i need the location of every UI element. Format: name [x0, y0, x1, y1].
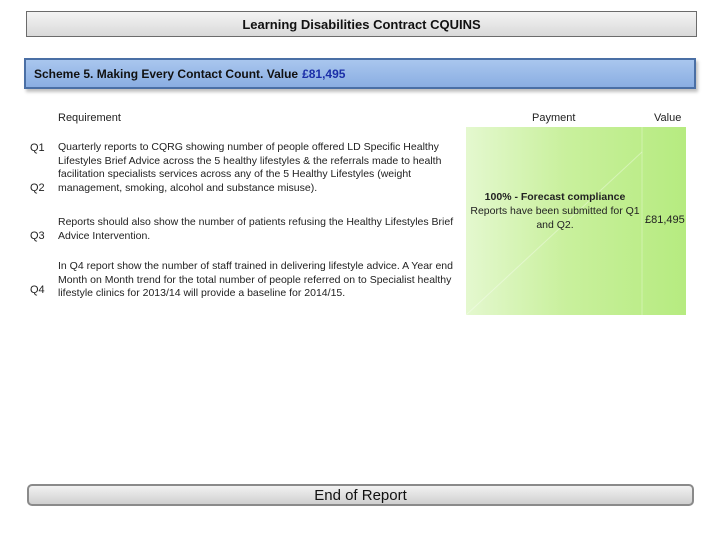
payment-status	[470, 190, 640, 232]
quarter-label-q2: Q2	[30, 182, 45, 194]
quarter-label-q4: Q4	[30, 284, 45, 296]
requirement-header: Requirement	[58, 112, 121, 124]
quarter-label-q3: Q3	[30, 230, 45, 242]
quarter-label-q1: Q1	[30, 142, 45, 154]
payment-title: 100% - Forecast compliance	[484, 191, 626, 203]
scheme-label: Scheme 5. Making Every Contact Count. Value	[34, 66, 299, 81]
requirement-text-1: Quarterly reports to CQRG showing number of people offered LD Specific Healthy Lifestyles Brief Advice across the 5 healthy lifestyles & the referrals made to health facilitation specialists services across any of the 5 Healthy Lifestyles (weight management, smoking, alcohol and substance misuse).	[58, 141, 442, 194]
scheme-value: £81,495	[302, 66, 346, 81]
payment-header: Payment	[532, 112, 576, 124]
requirement-text-2: Reports should also show the number of patients refusing the Healthy Lifestyles Brief Advice Intervention.	[58, 216, 454, 242]
end-of-report-banner: End of Report	[27, 484, 694, 506]
value-amount: £81,495	[645, 214, 685, 226]
requirement-text-3: In Q4 report show the number of staff trained in delivering lifestyle advice. A Year end Month on Month trend for the total number of people referred on to Specialist healthy lifestyle clinics for 2013/14 will provide a baseline for 2014/15.	[58, 260, 453, 300]
report-title: Learning Disabilities Contract CQUINS	[26, 11, 697, 37]
scheme-header	[24, 58, 696, 89]
value-header: Value	[654, 112, 682, 124]
payment-text: Reports have been submitted for Q1 and Q2.	[470, 205, 640, 231]
